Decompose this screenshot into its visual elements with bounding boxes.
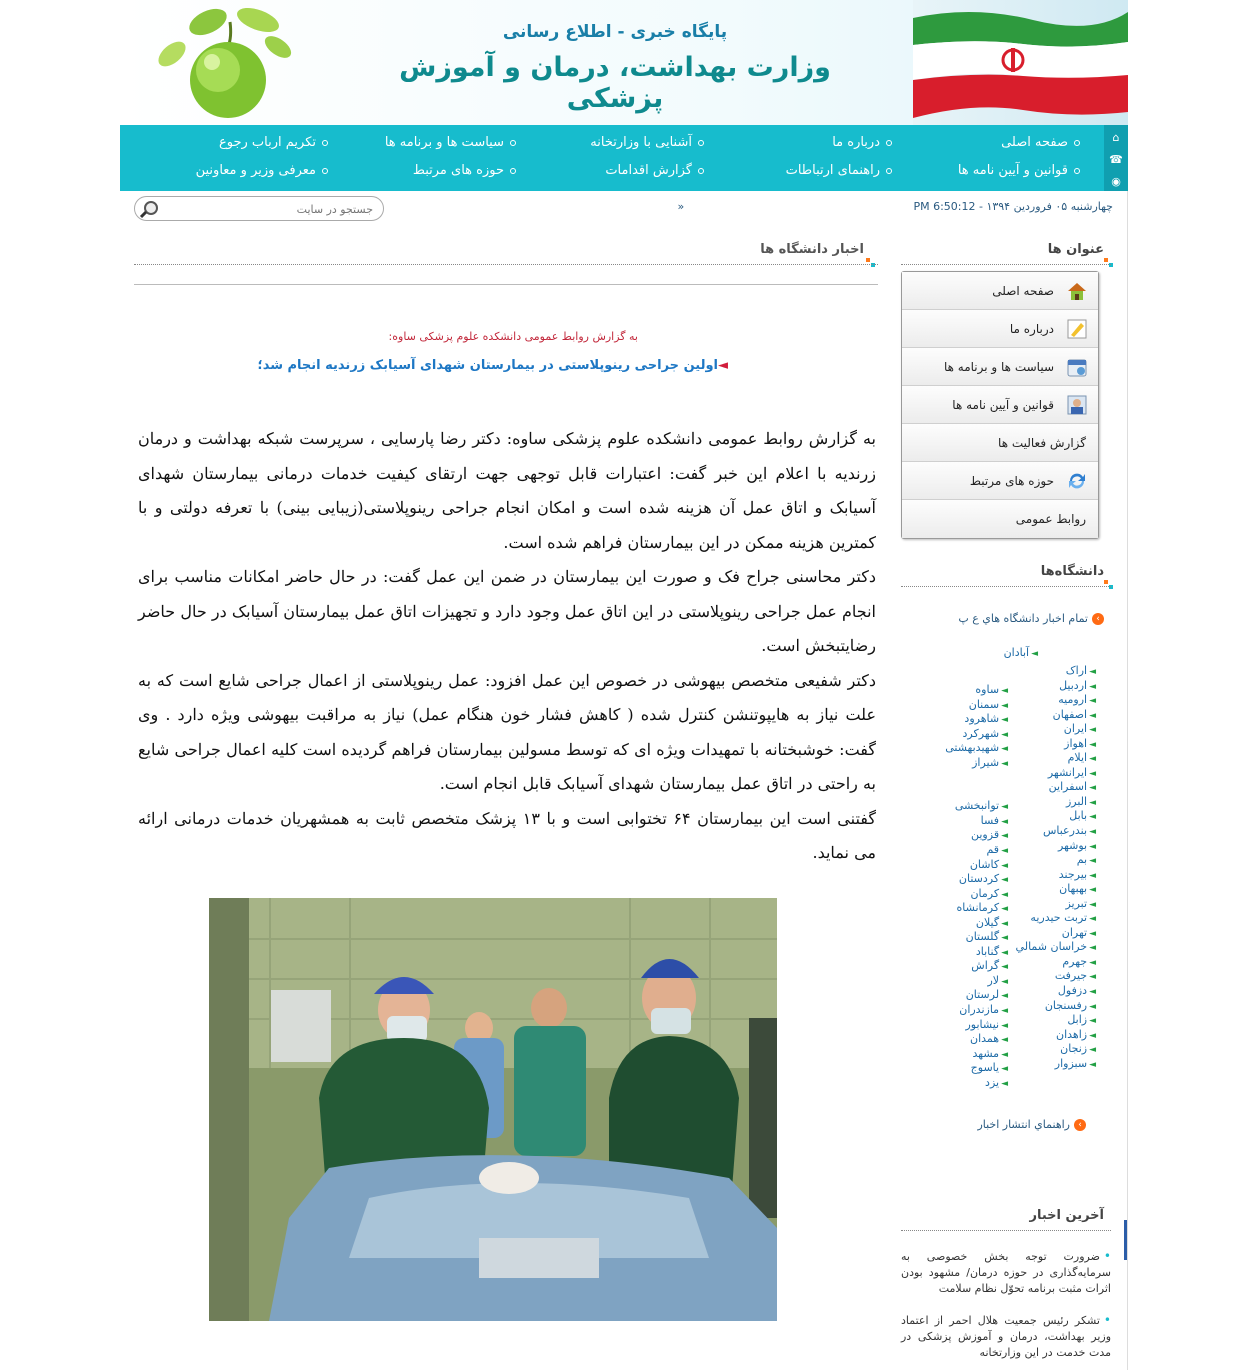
sidebar-item-policies[interactable]: [902, 348, 1098, 386]
rss-icon[interactable]: ◉: [1111, 175, 1121, 188]
iran-flag-image: [913, 0, 1128, 125]
university-link[interactable]: ◄ ایلام: [1016, 751, 1096, 766]
university-link[interactable]: ◄ اسفراین: [1016, 780, 1096, 795]
university-link[interactable]: ◄ لار: [945, 974, 1008, 989]
university-link[interactable]: ◄ تهران: [1016, 926, 1096, 941]
university-link[interactable]: ◄ گیلان: [945, 916, 1008, 931]
university-link[interactable]: ◄ دزفول: [1016, 984, 1096, 999]
house-icon: [1066, 280, 1088, 302]
university-link[interactable]: ◄ رفسنجان: [1016, 999, 1096, 1014]
section-marker-icon: [866, 258, 876, 268]
sidebar-item-label: درباره ما: [1009, 322, 1054, 336]
sidebar-item-related[interactable]: [902, 462, 1098, 500]
sidebar-item-label: سیاست ها و برنامه ها: [943, 360, 1054, 374]
nav-ministry-intro[interactable]: [530, 129, 718, 157]
university-link[interactable]: ◄ ایرانشهر: [1016, 766, 1096, 781]
university-link[interactable]: ◄ جیرفت: [1016, 969, 1096, 984]
nav-row-2: [154, 157, 1094, 185]
university-link[interactable]: ◄ اصفهان: [1016, 708, 1096, 723]
nav-row-1: [154, 129, 1094, 157]
university-link[interactable]: ◄ ارومیه: [1016, 693, 1096, 708]
news-headline-text: اولین جراحی رینوپلاستی در بیمارستان شهدای آسیابک زرندیه انجام شد؛: [257, 358, 718, 373]
refresh-icon: [1066, 470, 1088, 492]
universities-column-left: [945, 683, 1008, 1090]
university-link[interactable]: ◄ زنجان: [1016, 1042, 1096, 1057]
section-title: [760, 242, 864, 257]
university-link[interactable]: ◄ البرز: [1016, 795, 1096, 810]
university-link[interactable]: ◄ بهبهان: [1016, 882, 1096, 897]
nav-label: تکریم ارباب رجوع: [219, 135, 316, 150]
content-divider: [134, 284, 878, 285]
nav-label: حوزه های مرتبط: [412, 163, 504, 178]
section-marker-icon: [1104, 258, 1114, 268]
home-icon[interactable]: ⌂: [1112, 131, 1120, 144]
university-link[interactable]: ◄ گلستان: [945, 930, 1008, 945]
scroll-indicator: [1124, 1220, 1127, 1260]
arrow-circle-icon: ›: [1074, 1119, 1086, 1131]
university-link[interactable]: ◄ مشهد: [945, 1047, 1008, 1062]
search-box: [134, 196, 384, 221]
article-paragraph: به گزارش روابط عمومی دانشکده علوم پزشکی ساوه: دکتر رضا پارسایی ، سرپرست شبکه بهداشت و درمان زرندیه با اعلام این خبر گفت: اعتبارات قابل توجهی جهت ارتقای کیفیت خدمات درمانی بیمارستان شهدای آسیابک و اتاق عمل آن هزینه شده است و امکان انجام جراحی رینوپلاستی(زیبایی بینی) با تعرفه دولتی و با کمترین هزینه ممکن در این بیمارستان فراهم شده است.: [138, 429, 876, 552]
university-link[interactable]: ◄ اراک: [1016, 664, 1096, 679]
news-publishing-guide-link[interactable]: [977, 1118, 1086, 1131]
university-link[interactable]: ◄ توانبخشی: [945, 799, 1008, 814]
university-link[interactable]: ◄ خراسان شمالي: [1016, 940, 1096, 955]
sidebar-item-label: گزارش فعالیت ها: [998, 436, 1086, 450]
university-link[interactable]: ◄ سمنان: [945, 698, 1008, 713]
nav-label: سیاست ها و برنامه ها: [384, 135, 504, 150]
apple-logo: [150, 2, 300, 122]
nav-policies[interactable]: [342, 129, 530, 157]
university-link[interactable]: ◄ قم: [945, 843, 1008, 858]
sidebar-item-public-relations[interactable]: [902, 500, 1098, 538]
university-link[interactable]: ◄ اهواز: [1016, 737, 1096, 752]
university-link[interactable]: ◄ بم: [1016, 853, 1096, 868]
sidebar-item-reports[interactable]: [902, 424, 1098, 462]
university-link[interactable]: ◄ کردستان: [945, 872, 1008, 887]
latest-news-text: تشکر رئیس جمعیت هلال احمر از اعتماد وزیر بهداشت، درمان و آموزش پزشکی در مدت خدمت در این وزارتخانه: [901, 1314, 1111, 1359]
sidebar-item-home[interactable]: [902, 272, 1098, 310]
university-link[interactable]: ◄ مازندران: [945, 1003, 1008, 1018]
universities-column-right: [1016, 664, 1096, 1071]
arrow-circle-icon: ›: [1092, 613, 1104, 625]
university-link[interactable]: ◄ کاشان: [945, 858, 1008, 873]
search-input[interactable]: [173, 201, 373, 217]
university-link[interactable]: ◄ آبادان: [1004, 646, 1038, 661]
university-link[interactable]: ◄ تربت حیدریه: [1016, 911, 1096, 926]
sidebar-titles-heading: عنوان ها: [1047, 242, 1104, 257]
nav-label: راهنمای ارتباطات: [785, 163, 880, 178]
article-paragraph: گفتنی است این بیمارستان ۶۴ تختوابی است و با ۱۳ پزشک متخصص ثابت به همشهریان خدمات درمانی ارائه می نماید.: [138, 808, 876, 862]
nav-icon-strip: [1104, 125, 1128, 191]
university-link[interactable]: ◄ شهیدبهشتی: [945, 741, 1008, 756]
university-link[interactable]: ◄ یزد: [945, 1076, 1008, 1091]
bullet-icon: •: [1103, 1249, 1111, 1263]
surgery-photo: [209, 898, 777, 1321]
nav-contact-guide[interactable]: [718, 157, 906, 185]
nav-label: قوانین و آیین نامه ها: [957, 163, 1068, 178]
nav-label: آشنایی با وزارتخانه: [590, 135, 692, 150]
section-title-text: اخبار دانشگاه ها: [760, 242, 864, 257]
triangle-icon: ◄: [718, 358, 728, 373]
university-link[interactable]: ◄ بابل: [1016, 809, 1096, 824]
nav-label: گزارش اقدامات: [605, 163, 692, 178]
university-link[interactable]: ◄ شهرکرد: [945, 727, 1008, 742]
university-link[interactable]: ◄ زاهدان: [1016, 1028, 1096, 1043]
sidebar-item-about[interactable]: [902, 310, 1098, 348]
news-headline[interactable]: [258, 358, 729, 373]
header-title: وزارت بهداشت، درمان و آموزش پزشکی: [399, 52, 831, 114]
university-link[interactable]: ◄ بوشهر: [1016, 839, 1096, 854]
university-link[interactable]: ◄ شاهرود: [945, 712, 1008, 727]
sidebar-item-laws[interactable]: [902, 386, 1098, 424]
nav-about[interactable]: [718, 129, 906, 157]
latest-news-item[interactable]: [901, 1312, 1111, 1361]
all-universities-news-text: تمام اخبار دانشگاه هاي ع پ: [958, 612, 1088, 625]
article-body: [138, 422, 876, 871]
latest-news-heading: آخرین اخبار: [1029, 1208, 1104, 1223]
article-paragraph: دکتر شفیعی متخصص بیهوشی در خصوص این عمل افزود: عمل رینوپلاستی از اعمال جراحی شایع است که به علت نیاز به هایپوتنشن کنترل شده ( کاهش فشار خون هنگام عمل) نیاز به مراقبت بیهوشی ویژه دارد . وی گفت: خوشبختانه با تمهیدات ویژه ای که توسط مسولین بیمارستان فراهم گردیده است کلیه اعمال جراحی شایع به راحتی در اتاق عمل بیمارستان شهدای آسیابک قابل انجام است.: [138, 670, 877, 793]
sidebar-item-label: حوزه های مرتبط: [969, 474, 1054, 488]
university-link[interactable]: ◄ لرستان: [945, 988, 1008, 1003]
university-link[interactable]: ◄ قزوین: [945, 828, 1008, 843]
header-subtitle: پایگاه خبری - اطلاع رسانی: [502, 22, 728, 42]
sidebar-divider: [901, 586, 1111, 587]
search-icon[interactable]: [139, 199, 161, 219]
article-paragraph: دکتر محاسنی جراح فک و صورت این بیمارستان در ضمن این عمل گفت: در حال حاضر امکانات مناسب برای انجام عمل جراحی رینوپلاستی در این اتاق عمل وجود دارد و تجهیزات اتاق عمل بیمارستان آسیابک در حال حاضر رضایتبخش است.: [138, 567, 876, 655]
nav-related[interactable]: [342, 157, 530, 185]
section-divider: [134, 264, 878, 265]
sidebar-divider: [901, 264, 1111, 265]
nav-label: معرفی وزیر و معاونین: [195, 163, 316, 178]
scroll-arrow[interactable]: «: [677, 200, 685, 213]
university-link[interactable]: ◄ زابل: [1016, 1013, 1096, 1028]
news-publishing-guide-text: راهنماي انتشار اخبار: [977, 1118, 1070, 1131]
page: [120, 0, 1128, 1370]
university-link[interactable]: ◄ بندرعباس: [1016, 824, 1096, 839]
university-link[interactable]: ◄ فسا: [945, 814, 1008, 829]
sidebar-item-label: قوانین و آیین نامه ها: [952, 398, 1054, 412]
nav-laws[interactable]: [906, 157, 1094, 185]
nav-client-respect[interactable]: [154, 129, 342, 157]
bullet-icon: •: [1103, 1313, 1111, 1327]
nav-home[interactable]: [906, 129, 1094, 157]
date-time: [677, 200, 1113, 213]
university-link[interactable]: ◄ ایران: [1016, 722, 1096, 737]
date-text: چهارشنبه ۰۵ فروردین ۱۳۹۴ - 6:50:12 PM: [913, 200, 1113, 213]
nav-reports[interactable]: [530, 157, 718, 185]
university-link[interactable]: ◄ گناباد: [945, 945, 1008, 960]
university-link[interactable]: ◄ گراش: [945, 959, 1008, 974]
calendar-icon: [1066, 356, 1088, 378]
sidebar-item-label: روابط عمومی: [1015, 512, 1086, 526]
university-top: [1004, 646, 1038, 661]
university-link[interactable]: ◄ یاسوج: [945, 1061, 1008, 1076]
latest-news-item[interactable]: [901, 1248, 1111, 1297]
main-nav: [120, 125, 1128, 191]
nav-minister[interactable]: [154, 157, 342, 185]
university-link[interactable]: ◄ ساوه: [945, 683, 1008, 698]
university-link[interactable]: ◄ اردبیل: [1016, 679, 1096, 694]
user-icon: [1066, 394, 1088, 416]
nav-label: صفحه اصلی: [1001, 135, 1068, 150]
university-link[interactable]: ◄ جهرم: [1016, 955, 1096, 970]
sidebar-divider: [901, 1230, 1111, 1231]
site-header: [120, 0, 1128, 125]
latest-news-text: ضرورت توجه بخش خصوصی به سرمایه‌گذاری در حوزه درمان/ مشهود بودن اثرات مثبت برنامه تحوّل نظام سلامت: [901, 1250, 1111, 1295]
pencil-icon: [1066, 318, 1088, 340]
university-link[interactable]: ◄ سبزوار: [1016, 1057, 1096, 1072]
news-source: به گزارش روابط عمومی دانشکده علوم پزشکی ساوه:: [388, 330, 638, 343]
university-link[interactable]: ◄ شیراز: [945, 756, 1008, 771]
university-link[interactable]: ◄ نیشابور: [945, 1018, 1008, 1033]
all-universities-news-link[interactable]: [958, 612, 1104, 625]
phone-icon[interactable]: ☎: [1109, 153, 1123, 166]
universities-heading: دانشگاه‌ها: [1040, 564, 1104, 579]
university-link[interactable]: ◄ بیرجند: [1016, 868, 1096, 883]
section-marker-icon: [1104, 580, 1114, 590]
university-link[interactable]: ◄ همدان: [945, 1032, 1008, 1047]
university-link[interactable]: ◄ کرمانشاه: [945, 901, 1008, 916]
sidebar-item-label: صفحه اصلی: [992, 284, 1054, 298]
nav-label: درباره ما: [832, 135, 880, 150]
university-link[interactable]: ◄ کرمان: [945, 887, 1008, 902]
university-link[interactable]: ◄ تبریز: [1016, 897, 1096, 912]
sidebar-menu: [901, 271, 1099, 539]
